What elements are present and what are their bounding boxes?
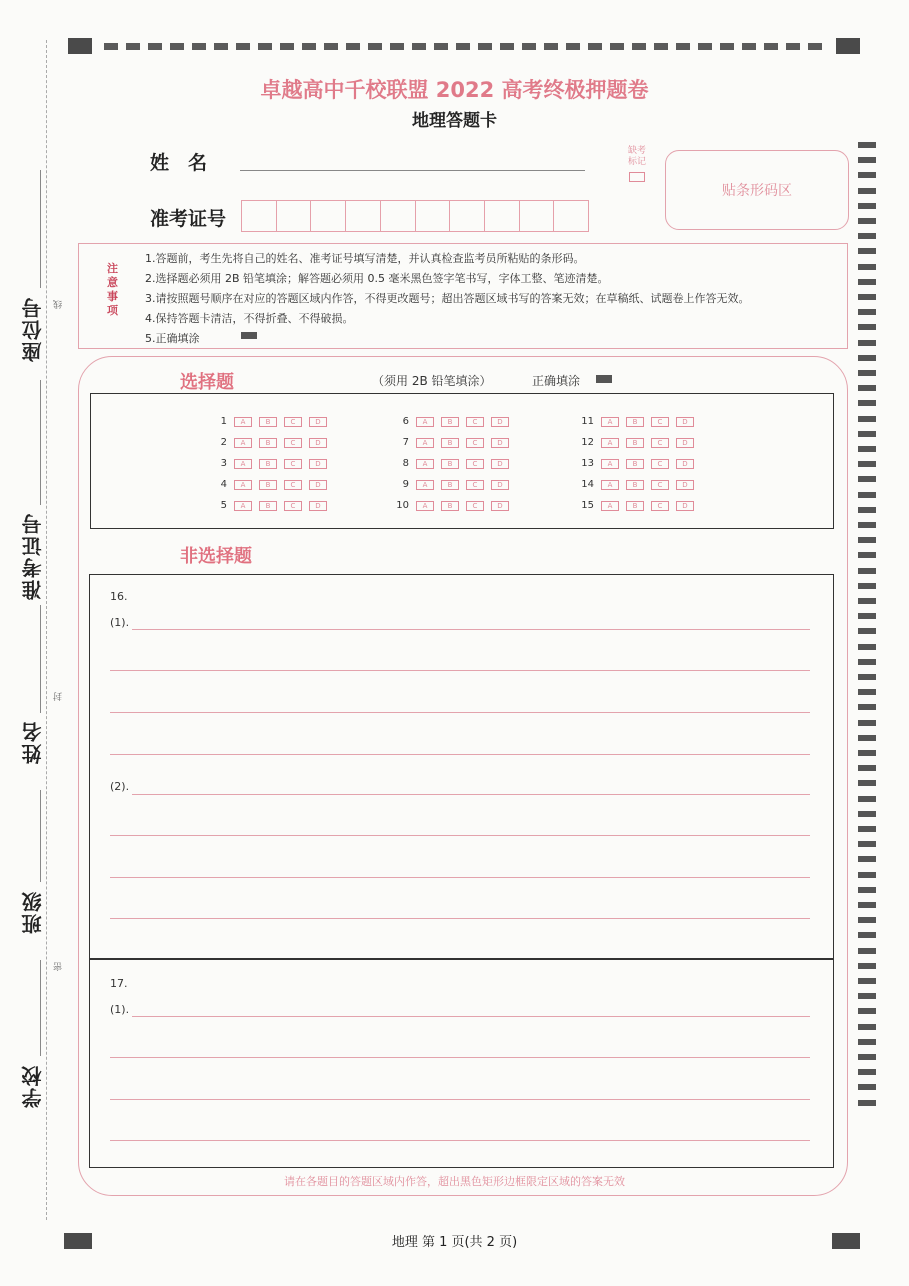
timing-dash: [104, 43, 118, 50]
timing-bar: [858, 1008, 876, 1014]
timing-bar: [858, 522, 876, 528]
timing-bar: [858, 355, 876, 361]
seal-mark-xian: 线: [54, 300, 64, 309]
choice-question-number: 7: [402, 437, 409, 448]
choice-question-number: 10: [396, 500, 409, 511]
timing-bar: [858, 431, 876, 437]
choice-option-d[interactable]: D: [309, 459, 327, 469]
timing-bar: [858, 370, 876, 376]
timing-bar: [858, 613, 876, 619]
notice-heading: [107, 262, 121, 318]
timing-bar: [858, 1024, 876, 1030]
answer-box-16[interactable]: [89, 574, 834, 960]
timing-bar: [858, 492, 876, 498]
choice-option-a[interactable]: A: [234, 501, 252, 511]
barcode-area: 贴条形码区: [665, 150, 849, 230]
timing-bar: [858, 248, 876, 254]
timing-bar: [858, 446, 876, 452]
choice-option-d[interactable]: D: [491, 480, 509, 490]
timing-dash: [258, 43, 272, 50]
id-digit-box[interactable]: [241, 200, 276, 232]
id-label: 准考证号: [150, 208, 227, 230]
answer-line: [110, 1099, 810, 1100]
timing-bar: [858, 720, 876, 726]
timing-bar: [858, 294, 876, 300]
choice-option-c[interactable]: C: [651, 459, 669, 469]
notice-heading-char: 注: [107, 262, 118, 275]
timing-bar: [858, 583, 876, 589]
choice-option-d[interactable]: D: [491, 417, 509, 427]
choice-question-number: 8: [402, 458, 409, 469]
timing-bar: [858, 826, 876, 832]
choice-option-b[interactable]: B: [259, 438, 277, 448]
choice-question-number: 1: [220, 416, 227, 427]
choice-option-a[interactable]: A: [601, 438, 619, 448]
timing-dash: [236, 43, 250, 50]
absent-mark: [628, 146, 646, 182]
timing-bar: [858, 507, 876, 513]
sidebar-seat-label: 座位号: [21, 296, 45, 362]
answer-line: [132, 794, 810, 795]
timing-dash: [390, 43, 404, 50]
choice-option-d[interactable]: D: [491, 501, 509, 511]
seal-mark-mi: 密: [54, 962, 64, 971]
choice-option-b[interactable]: B: [626, 480, 644, 490]
timing-dash: [698, 43, 712, 50]
timing-bar: [858, 264, 876, 270]
top-timing-marks: [68, 38, 862, 54]
choice-option-b[interactable]: B: [441, 480, 459, 490]
choice-option-d[interactable]: D: [309, 480, 327, 490]
choice-option-a[interactable]: A: [601, 480, 619, 490]
id-digit-box[interactable]: [553, 200, 589, 232]
choice-option-c[interactable]: C: [284, 480, 302, 490]
choice-section-title: 选择题: [180, 372, 234, 393]
choice-option-b[interactable]: B: [626, 417, 644, 427]
choice-question-number: 6: [402, 416, 409, 427]
choice-option-c[interactable]: C: [284, 501, 302, 511]
choice-question-number: 15: [581, 500, 594, 511]
timing-bar: [858, 416, 876, 422]
timing-dash: [412, 43, 426, 50]
sidebar-school-line: [40, 960, 41, 1056]
timing-bar: [858, 203, 876, 209]
timing-dash: [478, 43, 492, 50]
timing-bar: [858, 856, 876, 862]
timing-bar: [858, 309, 876, 315]
choice-option-d[interactable]: D: [676, 417, 694, 427]
sidebar-id-label: 准考证号: [21, 512, 45, 600]
choice-option-a[interactable]: A: [234, 480, 252, 490]
notice-heading-char: 意: [107, 276, 118, 289]
sidebar-name-label: 姓名: [21, 720, 45, 764]
choice-option-d[interactable]: D: [309, 501, 327, 511]
timing-bar: [858, 279, 876, 285]
timing-dash: [742, 43, 756, 50]
question-17-number: 17.: [110, 977, 128, 990]
timing-dash: [192, 43, 206, 50]
choice-option-b[interactable]: B: [259, 459, 277, 469]
absent-checkbox[interactable]: [629, 172, 645, 182]
choice-option-a[interactable]: A: [416, 459, 434, 469]
timing-bar: [858, 750, 876, 756]
choice-option-b[interactable]: B: [441, 438, 459, 448]
choice-question-number: 4: [220, 479, 227, 490]
timing-dash: [786, 43, 800, 50]
notice-item: 4.保持答题卡清洁，不得折叠、不得破损。: [145, 312, 354, 325]
choice-option-b[interactable]: B: [626, 501, 644, 511]
choice-option-c[interactable]: C: [466, 501, 484, 511]
timing-bar: [858, 400, 876, 406]
timing-bar: [858, 963, 876, 969]
timing-block: [836, 38, 860, 54]
timing-bar: [858, 765, 876, 771]
choice-option-d[interactable]: D: [676, 438, 694, 448]
choice-option-c[interactable]: C: [466, 438, 484, 448]
timing-dash: [500, 43, 514, 50]
sidebar-class-line: [40, 790, 41, 882]
timing-dash: [324, 43, 338, 50]
choice-option-b[interactable]: B: [259, 501, 277, 511]
timing-dash: [566, 43, 580, 50]
answer-line: [110, 754, 810, 755]
id-digit-box[interactable]: [380, 200, 415, 232]
timing-dash: [456, 43, 470, 50]
choice-option-b[interactable]: B: [259, 480, 277, 490]
timing-bar: [858, 811, 876, 817]
answer-line: [110, 835, 810, 836]
choice-question-number: 9: [402, 479, 409, 490]
choice-option-d[interactable]: D: [491, 438, 509, 448]
timing-bar: [858, 689, 876, 695]
answer-box-17[interactable]: [89, 958, 834, 1168]
timing-bar: [858, 704, 876, 710]
page-title: 卓越高中千校联盟 2022 高考终极押题卷: [260, 78, 649, 102]
choice-option-d[interactable]: D: [309, 438, 327, 448]
choice-option-b[interactable]: B: [441, 501, 459, 511]
choice-option-b[interactable]: B: [626, 459, 644, 469]
timing-bar: [858, 948, 876, 954]
choice-grid: [90, 393, 834, 529]
timing-bar: [858, 796, 876, 802]
choice-question-number: 3: [220, 458, 227, 469]
timing-bar: [858, 735, 876, 741]
question-16-part-2: (2).: [110, 780, 130, 793]
timing-bar: [858, 1054, 876, 1060]
choice-question-number: 2: [220, 437, 227, 448]
timing-bar: [858, 932, 876, 938]
choice-option-a[interactable]: A: [416, 480, 434, 490]
absent-label-2: 标记: [628, 157, 647, 167]
timing-bar: [858, 385, 876, 391]
choice-option-d[interactable]: D: [676, 459, 694, 469]
footer-note: 请在各题目的答题区域内作答，超出黑色矩形边框限定区域的答案无效: [284, 1175, 625, 1188]
choice-option-c[interactable]: C: [651, 438, 669, 448]
id-digit-box[interactable]: [519, 200, 554, 232]
sidebar-seat-line: [40, 170, 41, 288]
notice-item: 5.正确填涂: [145, 332, 200, 345]
choice-correct-fill-sample: [596, 375, 612, 383]
choice-option-b[interactable]: B: [259, 417, 277, 427]
name-label: 姓 名: [150, 152, 208, 174]
choice-option-c[interactable]: C: [651, 480, 669, 490]
question-17-part-1: (1).: [110, 1003, 130, 1016]
choice-option-d[interactable]: D: [309, 417, 327, 427]
question-16-number: 16.: [110, 590, 128, 603]
timing-bar: [858, 142, 876, 148]
notice-item: 2.选择题必须用 2B 铅笔填涂；解答题必须用 0.5 毫米黑色签字笔书写，字体工整、笔迹清楚。: [145, 272, 609, 285]
choice-option-d[interactable]: D: [491, 459, 509, 469]
answer-line: [110, 670, 810, 671]
answer-line: [110, 877, 810, 878]
name-field[interactable]: [240, 170, 585, 171]
timing-dash: [720, 43, 734, 50]
notice-heading-char: 项: [107, 304, 118, 317]
timing-dash: [544, 43, 558, 50]
sidebar-class-label: 班级: [21, 890, 45, 934]
choice-option-a[interactable]: A: [601, 501, 619, 511]
choice-option-a[interactable]: A: [601, 417, 619, 427]
timing-bar: [858, 340, 876, 346]
choice-option-a[interactable]: A: [416, 417, 434, 427]
choice-option-c[interactable]: C: [651, 501, 669, 511]
question-16-part-1: (1).: [110, 616, 130, 629]
choice-option-a[interactable]: A: [234, 417, 252, 427]
seal-mark-feng: 封: [54, 692, 64, 701]
timing-bar: [858, 188, 876, 194]
timing-bar: [858, 157, 876, 163]
timing-dash: [522, 43, 536, 50]
timing-dash: [148, 43, 162, 50]
choice-question-number: 12: [581, 437, 594, 448]
choice-option-b[interactable]: B: [626, 438, 644, 448]
correct-fill-sample: [241, 332, 257, 339]
timing-dash: [610, 43, 624, 50]
answer-line: [132, 629, 810, 630]
choice-option-b[interactable]: B: [441, 417, 459, 427]
timing-bar: [858, 841, 876, 847]
choice-instruction: （须用 2B 铅笔填涂）: [372, 374, 492, 388]
choice-option-a[interactable]: A: [416, 438, 434, 448]
timing-dash: [170, 43, 184, 50]
answer-line: [110, 918, 810, 919]
timing-bar: [858, 218, 876, 224]
choice-option-c[interactable]: C: [466, 480, 484, 490]
timing-bar: [858, 461, 876, 467]
answer-line: [110, 1140, 810, 1141]
timing-bar: [858, 917, 876, 923]
choice-option-c[interactable]: C: [651, 417, 669, 427]
choice-option-d[interactable]: D: [676, 501, 694, 511]
timing-bar: [858, 780, 876, 786]
timing-bar: [858, 537, 876, 543]
choice-option-a[interactable]: A: [234, 459, 252, 469]
id-digit-box[interactable]: [449, 200, 484, 232]
timing-dash: [632, 43, 646, 50]
notice-item: 3.请按照题号顺序在对应的答题区域内作答，不得更改题号；超出答题区域书写的答案无效；在草稿纸、试题卷上作答无效。: [145, 292, 750, 305]
timing-bar: [858, 172, 876, 178]
choice-option-a[interactable]: A: [234, 438, 252, 448]
notice-item: 1.答题前，考生先将自己的姓名、准考证号填写清楚，并认真检查监考员所粘贴的条形码。: [145, 252, 585, 265]
page-subtitle: 地理答题卡: [412, 111, 497, 131]
choice-question-number: 11: [581, 416, 594, 427]
timing-dash: [434, 43, 448, 50]
timing-dash: [346, 43, 360, 50]
cut-line: [46, 40, 47, 1220]
timing-dash: [368, 43, 382, 50]
timing-bar: [858, 598, 876, 604]
choice-option-b[interactable]: B: [441, 459, 459, 469]
timing-dash: [214, 43, 228, 50]
choice-question-number: 14: [581, 479, 594, 490]
timing-dash: [654, 43, 668, 50]
choice-question-number: 5: [220, 500, 227, 511]
timing-dash: [302, 43, 316, 50]
timing-dash: [126, 43, 140, 50]
choice-question-number: 13: [581, 458, 594, 469]
sidebar-name-line: [40, 605, 41, 713]
nonchoice-section-title: 非选择题: [180, 546, 252, 567]
timing-bar: [858, 628, 876, 634]
timing-dash: [676, 43, 690, 50]
timing-bar: [858, 233, 876, 239]
choice-option-c[interactable]: C: [284, 438, 302, 448]
absent-label-1: 缺考: [628, 146, 647, 156]
choice-option-c[interactable]: C: [466, 417, 484, 427]
timing-bar: [858, 1069, 876, 1075]
choice-option-a[interactable]: A: [416, 501, 434, 511]
choice-correct-fill-label: 正确填涂: [532, 374, 581, 388]
choice-option-a[interactable]: A: [601, 459, 619, 469]
timing-dash: [588, 43, 602, 50]
sidebar-id-line: [40, 380, 41, 505]
timing-bar: [858, 993, 876, 999]
timing-bar: [858, 978, 876, 984]
choice-option-c[interactable]: C: [466, 459, 484, 469]
id-digit-box[interactable]: [484, 200, 519, 232]
timing-bar: [858, 887, 876, 893]
answer-line: [110, 1057, 810, 1058]
timing-bar: [858, 476, 876, 482]
page-number: 地理 第 1 页(共 2 页): [391, 1235, 518, 1250]
timing-bar: [858, 324, 876, 330]
timing-bar: [858, 552, 876, 558]
id-digit-box[interactable]: [415, 200, 450, 232]
timing-dash: [764, 43, 778, 50]
timing-bar: [858, 1084, 876, 1090]
notice-box: [78, 243, 848, 349]
timing-bar: [858, 1100, 876, 1106]
answer-line: [132, 1016, 810, 1017]
timing-dash: [280, 43, 294, 50]
timing-bar: [858, 1039, 876, 1045]
timing-block: [68, 38, 92, 54]
id-digit-box[interactable]: [310, 200, 345, 232]
timing-bar: [858, 659, 876, 665]
answer-line: [110, 712, 810, 713]
timing-bar: [858, 568, 876, 574]
sidebar-school-label: 学校: [21, 1064, 45, 1108]
id-digit-box[interactable]: [345, 200, 380, 232]
choice-option-d[interactable]: D: [676, 480, 694, 490]
timing-bar: [858, 872, 876, 878]
id-digit-box[interactable]: [276, 200, 311, 232]
timing-bar: [858, 644, 876, 650]
choice-option-c[interactable]: C: [284, 417, 302, 427]
choice-option-c[interactable]: C: [284, 459, 302, 469]
timing-bar: [858, 902, 876, 908]
notice-heading-char: 事: [107, 290, 118, 303]
timing-bar: [858, 674, 876, 680]
timing-dash: [808, 43, 822, 50]
